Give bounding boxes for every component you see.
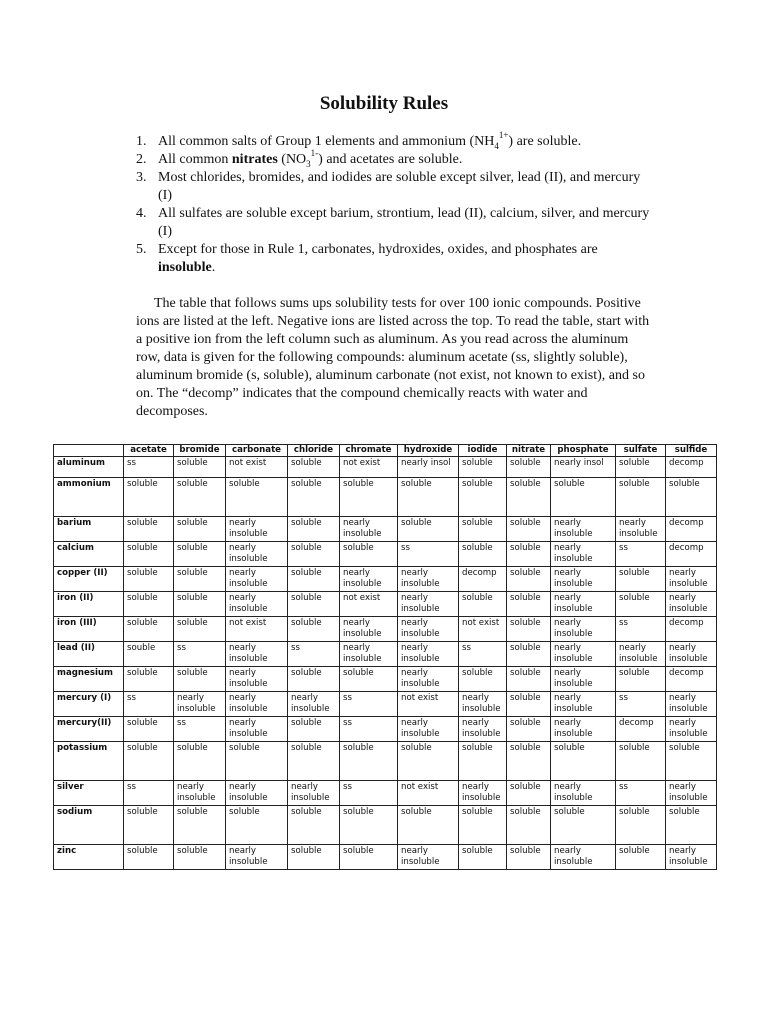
rule-text: insoluble — [158, 260, 212, 275]
rule-text: ) are soluble. — [508, 134, 582, 149]
table-cell: nearly insoluble — [226, 717, 288, 742]
row-header: copper (II) — [54, 567, 124, 592]
table-cell: soluble — [340, 845, 398, 870]
table-row — [54, 845, 717, 870]
table-cell: nearly insoluble — [666, 845, 717, 870]
column-header: nitrate — [507, 445, 551, 457]
table-cell: soluble — [459, 742, 507, 781]
rule-text: 3 — [306, 158, 311, 169]
table-cell: soluble — [124, 742, 174, 781]
table-cell: nearly insoluble — [174, 781, 226, 806]
table-cell: ss — [340, 781, 398, 806]
table-cell: soluble — [288, 845, 340, 870]
table-cell: soluble — [288, 478, 340, 517]
column-header: phosphate — [551, 445, 616, 457]
solubility-rules-list — [136, 130, 656, 277]
table-cell: nearly insoluble — [226, 642, 288, 667]
row-header: magnesium — [54, 667, 124, 692]
table-cell: soluble — [551, 478, 616, 517]
column-header: chloride — [288, 445, 340, 457]
table-cell: nearly insoluble — [398, 717, 459, 742]
table-cell: nearly insoluble — [226, 781, 288, 806]
table-cell: soluble — [226, 806, 288, 845]
table-cell: soluble — [288, 617, 340, 642]
rule-number: 3. — [136, 170, 147, 185]
table-cell: nearly insoluble — [666, 567, 717, 592]
table-cell: soluble — [398, 517, 459, 542]
row-header: barium — [54, 517, 124, 542]
table-cell: ss — [459, 642, 507, 667]
table-cell: soluble — [174, 542, 226, 567]
table-cell: ss — [616, 781, 666, 806]
table-cell: decomp — [666, 667, 717, 692]
row-header: zinc — [54, 845, 124, 870]
table-cell: nearly insoluble — [340, 517, 398, 542]
rule-text: (NO — [277, 152, 307, 167]
row-header: iron (III) — [54, 617, 124, 642]
table-row — [54, 781, 717, 806]
table-cell: soluble — [124, 592, 174, 617]
table-cell: soluble — [340, 667, 398, 692]
table-cell: nearly insoluble — [226, 517, 288, 542]
table-cell: nearly insoluble — [226, 542, 288, 567]
table-cell: soluble — [174, 517, 226, 542]
table-cell: soluble — [616, 457, 666, 478]
table-cell: soluble — [507, 717, 551, 742]
table-cell: soluble — [288, 517, 340, 542]
table-cell: soluble — [507, 617, 551, 642]
table-cell: soluble — [398, 806, 459, 845]
rule-item — [136, 241, 656, 277]
table-cell: soluble — [459, 478, 507, 517]
column-header: sulfate — [616, 445, 666, 457]
table-cell: nearly insol — [551, 457, 616, 478]
table-cell: nearly insoluble — [226, 592, 288, 617]
table-cell: nearly insoluble — [551, 642, 616, 667]
row-header: mercury (I) — [54, 692, 124, 717]
table-cell: soluble — [288, 592, 340, 617]
table-cell: nearly insoluble — [174, 692, 226, 717]
solubility-table — [53, 444, 717, 870]
row-header: iron (II) — [54, 592, 124, 617]
column-header: sulfide — [666, 445, 717, 457]
table-cell: soluble — [507, 692, 551, 717]
table-cell: soluble — [616, 667, 666, 692]
table-cell: ss — [340, 717, 398, 742]
rule-text: All sulfates are soluble except barium, strontium, lead (II), calcium, silver, and mercury (I) — [158, 206, 650, 239]
table-cell: nearly insoluble — [551, 717, 616, 742]
row-header: calcium — [54, 542, 124, 567]
table-cell: decomp — [616, 717, 666, 742]
table-cell: soluble — [174, 742, 226, 781]
table-cell: soluble — [507, 667, 551, 692]
table-cell: soluble — [507, 845, 551, 870]
table-cell: soluble — [174, 457, 226, 478]
table-cell: ss — [616, 692, 666, 717]
rule-item — [136, 169, 656, 205]
table-cell: soluble — [124, 478, 174, 517]
table-cell: ss — [124, 781, 174, 806]
table-cell: nearly insoluble — [459, 717, 507, 742]
table-cell: ss — [616, 617, 666, 642]
table-cell: soluble — [616, 806, 666, 845]
table-cell: ss — [340, 692, 398, 717]
row-header: sodium — [54, 806, 124, 845]
table-cell: ss — [174, 642, 226, 667]
table-row — [54, 692, 717, 717]
table-cell: nearly insoluble — [226, 667, 288, 692]
table-cell: not exist — [398, 781, 459, 806]
table-cell: soluble — [288, 667, 340, 692]
table-cell: nearly insoluble — [666, 642, 717, 667]
table-cell: decomp — [666, 457, 717, 478]
rule-text: All common salts of Group 1 elements and ammonium (NH — [158, 134, 495, 149]
table-body — [54, 457, 717, 870]
table-cell: nearly insoluble — [551, 692, 616, 717]
rule-text: nitrates — [231, 152, 278, 167]
rule-text: All common — [158, 152, 232, 167]
table-cell: soluble — [124, 517, 174, 542]
table-cell: not exist — [226, 457, 288, 478]
rule-number: 5. — [136, 242, 147, 257]
table-cell: decomp — [666, 517, 717, 542]
rule-text: 1+ — [498, 130, 509, 141]
table-cell: ss — [174, 717, 226, 742]
table-cell: soluble — [507, 567, 551, 592]
table-cell: soluble — [174, 845, 226, 870]
column-header: carbonate — [226, 445, 288, 457]
table-cell: decomp — [666, 542, 717, 567]
table-cell: soluble — [459, 457, 507, 478]
table-cell: soluble — [398, 478, 459, 517]
row-header: mercury(II) — [54, 717, 124, 742]
table-row — [54, 478, 717, 517]
page-title: Solubility Rules — [319, 93, 449, 114]
row-header: lead (II) — [54, 642, 124, 667]
rule-number: 4. — [136, 206, 147, 221]
table-cell: soluble — [507, 592, 551, 617]
row-header: silver — [54, 781, 124, 806]
table-row — [54, 667, 717, 692]
column-header: chromate — [340, 445, 398, 457]
table-cell: soluble — [459, 592, 507, 617]
table-row — [54, 617, 717, 642]
table-cell: soluble — [459, 845, 507, 870]
table-cell: souble — [124, 642, 174, 667]
rule-text: Most chlorides, bromides, and iodides are soluble except silver, lead (II), and mercury (I) — [158, 170, 641, 203]
table-cell: soluble — [616, 592, 666, 617]
table-cell: ss — [124, 692, 174, 717]
table-cell: nearly insoluble — [666, 781, 717, 806]
table-row — [54, 517, 717, 542]
table-cell: soluble — [507, 457, 551, 478]
table-cell: soluble — [288, 542, 340, 567]
table-cell: soluble — [459, 542, 507, 567]
table-cell: soluble — [340, 478, 398, 517]
column-header: hydroxide — [398, 445, 459, 457]
table-cell: soluble — [507, 742, 551, 781]
table-cell: nearly insol — [398, 457, 459, 478]
table-cell: soluble — [288, 742, 340, 781]
table-cell: nearly insoluble — [226, 845, 288, 870]
table-cell: soluble — [124, 567, 174, 592]
table-cell: nearly insoluble — [398, 667, 459, 692]
table-cell: soluble — [616, 478, 666, 517]
rule-text: ) and acetates are soluble. — [318, 152, 463, 167]
rule-text: . — [211, 260, 216, 275]
table-cell: nearly insoluble — [398, 845, 459, 870]
table-cell: soluble — [174, 806, 226, 845]
table-cell: ss — [616, 542, 666, 567]
table-cell: nearly insoluble — [226, 692, 288, 717]
table-cell: soluble — [340, 542, 398, 567]
table-row — [54, 806, 717, 845]
table-cell: soluble — [666, 806, 717, 845]
table-cell: soluble — [666, 742, 717, 781]
table-cell: nearly insoluble — [288, 692, 340, 717]
rule-text: 4 — [494, 140, 499, 151]
table-row — [54, 567, 717, 592]
table-cell: nearly insoluble — [616, 642, 666, 667]
table-cell: nearly insoluble — [666, 692, 717, 717]
table-cell: soluble — [174, 617, 226, 642]
table-cell: not exist — [459, 617, 507, 642]
table-row — [54, 717, 717, 742]
table-cell: ss — [288, 642, 340, 667]
table-cell: soluble — [124, 806, 174, 845]
table-cell: nearly insoluble — [398, 617, 459, 642]
table-cell: nearly insoluble — [551, 567, 616, 592]
column-header: iodide — [459, 445, 507, 457]
table-cell: nearly insoluble — [551, 542, 616, 567]
table-cell: not exist — [398, 692, 459, 717]
table-cell: nearly insoluble — [459, 692, 507, 717]
table-cell: soluble — [459, 667, 507, 692]
table-cell: soluble — [507, 517, 551, 542]
table-cell: nearly insoluble — [551, 517, 616, 542]
table-cell: nearly insoluble — [288, 781, 340, 806]
table-cell: soluble — [616, 845, 666, 870]
table-cell: soluble — [124, 845, 174, 870]
table-row — [54, 542, 717, 567]
row-header: potassium — [54, 742, 124, 781]
table-cell: soluble — [507, 542, 551, 567]
table-cell: nearly insoluble — [666, 592, 717, 617]
table-cell: soluble — [124, 667, 174, 692]
table-cell: nearly insoluble — [226, 567, 288, 592]
table-cell: ss — [124, 457, 174, 478]
table-cell: nearly insoluble — [551, 781, 616, 806]
table-cell: soluble — [288, 806, 340, 845]
table-cell: soluble — [288, 717, 340, 742]
intro-paragraph: The table that follows sums ups solubility tests for over 100 ionic compounds. Positive ions are listed at the left. Negative ions are listed across the top. To read the table, start with a positive ion from the left column such as aluminum. As you read across the aluminum row, data is given for the following compounds: aluminum acetate (ss, slightly soluble), aluminum bromide (s, soluble), aluminum carbonate (not exist, not known to exist), and so on. The “decomp” indicates that the compound chemically reacts with water and decomposes. — [136, 296, 650, 419]
rule-text: 1- — [310, 148, 319, 159]
table-cell: soluble — [174, 478, 226, 517]
rule-text: Except for those in Rule 1, carbonates, hydroxides, oxides, and phosphates are — [158, 242, 598, 257]
table-cell: nearly insoluble — [616, 517, 666, 542]
table-cell: soluble — [340, 742, 398, 781]
row-header: aluminum — [54, 457, 124, 478]
table-cell: soluble — [551, 806, 616, 845]
table-cell: nearly insoluble — [398, 592, 459, 617]
table-cell: soluble — [174, 667, 226, 692]
table-cell: nearly insoluble — [551, 667, 616, 692]
table-cell: soluble — [616, 742, 666, 781]
table-cell: soluble — [340, 806, 398, 845]
table-cell: soluble — [507, 478, 551, 517]
table-cell: nearly insoluble — [551, 617, 616, 642]
table-row — [54, 742, 717, 781]
table-cell: not exist — [340, 457, 398, 478]
table-cell: soluble — [288, 567, 340, 592]
table-header-row — [54, 445, 717, 457]
column-header: bromide — [174, 445, 226, 457]
table-cell: decomp — [666, 617, 717, 642]
table-cell: soluble — [616, 567, 666, 592]
table-cell: not exist — [226, 617, 288, 642]
table-cell: decomp — [459, 567, 507, 592]
table-corner-cell — [54, 445, 124, 457]
rule-item — [136, 148, 656, 169]
table-cell: nearly insoluble — [398, 642, 459, 667]
table-cell: nearly insoluble — [666, 717, 717, 742]
table-cell: soluble — [226, 742, 288, 781]
table-cell: soluble — [666, 478, 717, 517]
table-cell: soluble — [459, 806, 507, 845]
table-cell: not exist — [340, 592, 398, 617]
rule-number: 1. — [136, 134, 147, 149]
row-header: ammonium — [54, 478, 124, 517]
table-row — [54, 457, 717, 478]
column-header: acetate — [124, 445, 174, 457]
table-cell: nearly insoluble — [340, 567, 398, 592]
table-cell: ss — [398, 542, 459, 567]
table-row — [54, 642, 717, 667]
table-cell: soluble — [124, 542, 174, 567]
table-cell: soluble — [226, 478, 288, 517]
table-cell: soluble — [124, 717, 174, 742]
table-cell: soluble — [551, 742, 616, 781]
table-cell: soluble — [288, 457, 340, 478]
table-cell: soluble — [124, 617, 174, 642]
table-cell: nearly insoluble — [340, 617, 398, 642]
rule-item — [136, 130, 656, 151]
table-row — [54, 592, 717, 617]
rule-number: 2. — [136, 152, 147, 167]
table-cell: soluble — [507, 806, 551, 845]
table-cell: nearly insoluble — [459, 781, 507, 806]
table-cell: soluble — [459, 517, 507, 542]
table-cell: soluble — [174, 592, 226, 617]
table-cell: soluble — [174, 567, 226, 592]
table-cell: soluble — [507, 642, 551, 667]
table-cell: nearly insoluble — [340, 642, 398, 667]
rule-item — [136, 205, 656, 241]
table-cell: nearly insoluble — [551, 592, 616, 617]
table-cell: soluble — [507, 781, 551, 806]
table-cell: nearly insoluble — [398, 567, 459, 592]
table-cell: soluble — [398, 742, 459, 781]
table-cell: nearly insoluble — [551, 845, 616, 870]
